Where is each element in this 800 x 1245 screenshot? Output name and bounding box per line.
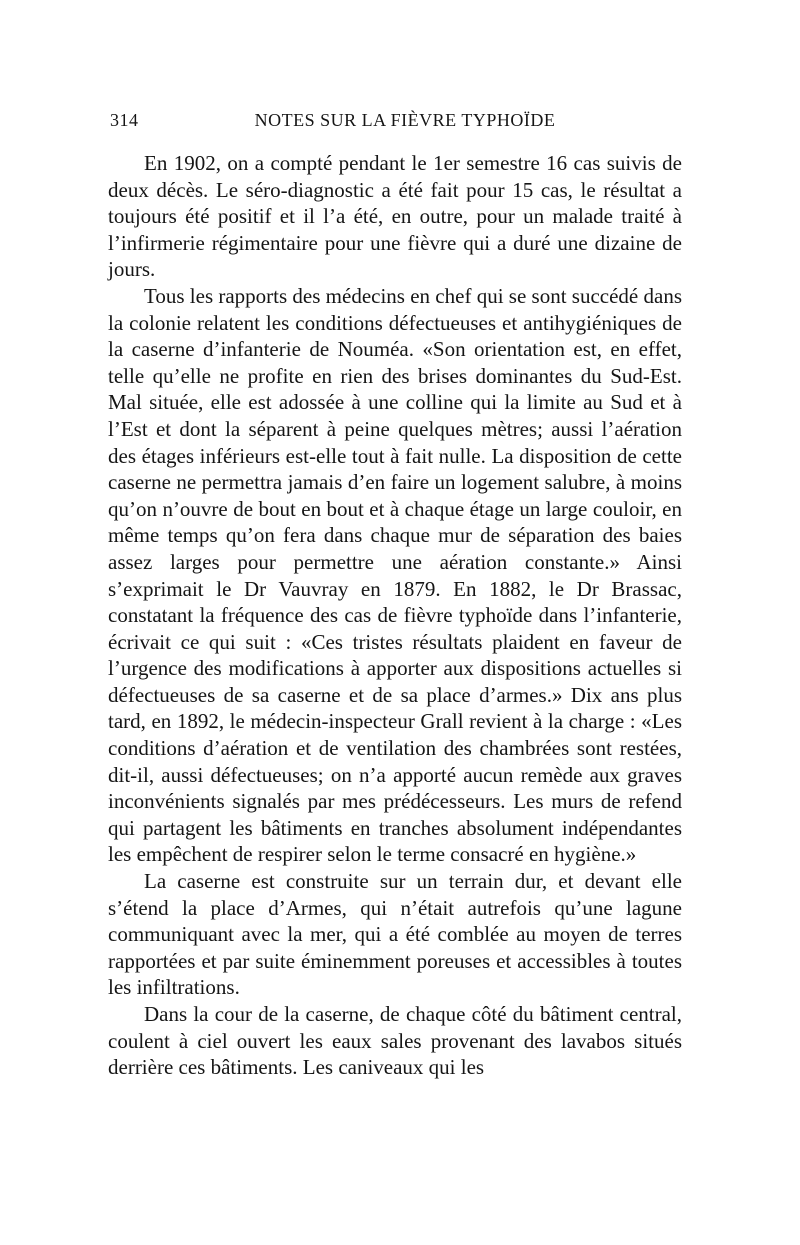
- running-head: [108, 110, 682, 140]
- paragraph: Dans la cour de la caserne, de chaque côté du bâtiment central, coulent à ciel ouvert les eaux sales provenant des lavabos situés derrière ces bâtiments. Les caniveaux qui les: [108, 1002, 682, 1080]
- paragraph: En 1902, on a compté pendant le 1er semestre 16 cas suivis de deux décès. Le séro-diagnostic a été fait pour 15 cas, le résultat a toujours été positif et il l’a été, en outre, pour un malade traité à l’infirmerie régimentaire pour une fièvre qui a duré une dizaine de jours.: [108, 151, 682, 282]
- body-text: [108, 150, 682, 1081]
- running-title: NOTES SUR LA FIÈVRE TYPHOÏDE: [254, 110, 556, 130]
- book-page: [108, 110, 682, 1081]
- page-number: 314: [110, 110, 139, 130]
- paragraph: La caserne est construite sur un terrain dur, et devant elle s’étend la place d’Armes, qui n’était autrefois qu’une lagune communiquant avec la mer, qui a été comblée au moyen de terres rapportées et par suite éminemment poreuses et accessibles à toutes les infiltrations.: [108, 869, 682, 1000]
- paragraph: Tous les rapports des médecins en chef qui se sont succédé dans la colonie relatent les conditions défectueuses et antihygiéniques de la caserne d’infanterie de Nouméa. «Son orientation est, en effet, telle qu’elle ne profite en rien des brises dominantes du Sud-Est. Mal située, elle est adossée à une colline qui la limite au Sud et à l’Est et dont la séparent à peine quelques mètres; aussi l’aération des étages inférieurs est-elle tout à fait nulle. La disposition de cette caserne ne permettra jamais d’en faire un logement salubre, à moins qu’on n’ouvre de bout en bout et à chaque étage un large couloir, en même temps qu’on fera dans chaque mur de séparation des baies assez larges pour permettre une aération constante.» Ainsi s’exprimait le Dr Vauvray en 1879. En 1882, le Dr Brassac, constatant la fréquence des cas de fièvre typhoïde dans l’infanterie, écrivait ce qui suit : «Ces tristes résultats plaident en faveur de l’urgence des modifications à apporter aux dispositions actuelles si défectueuses de sa caserne et de sa place d’armes.» Dix ans plus tard, en 1892, le médecin-inspecteur Grall revient à la charge : «Les conditions d’aération et de ventilation des chambrées sont restées, dit-il, aussi défectueuses; on n’a apporté aucun remède aux graves inconvénients signalés par mes prédécesseurs. Les murs de refend qui partagent les bâtiments en tranches absolument indépendantes les empêchent de respirer selon le terme consacré en hygiène.»: [108, 283, 682, 867]
